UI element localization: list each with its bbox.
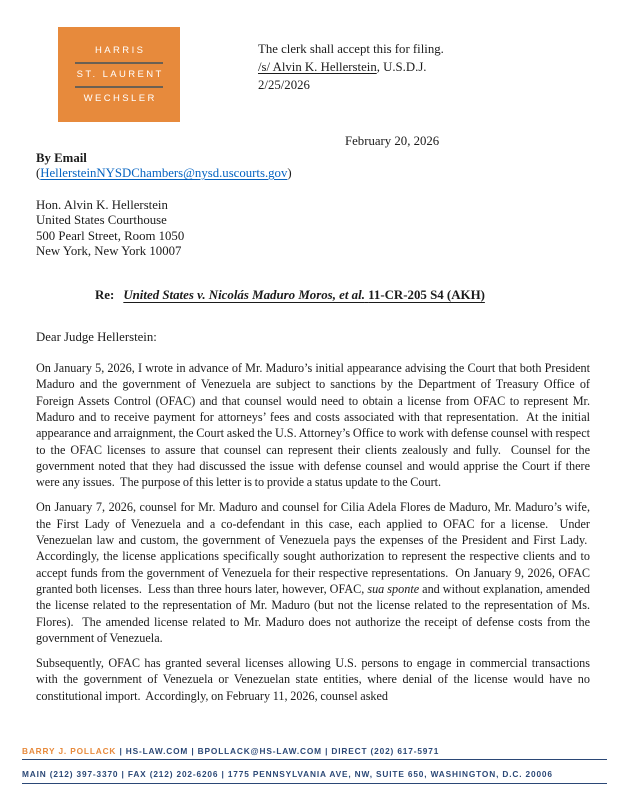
logo-name-st-laurent: ST. LAURENT — [76, 68, 164, 80]
recipient-street: 500 Pearl Street, Room 1050 — [36, 228, 185, 243]
clerk-endorsement — [258, 40, 444, 94]
paragraph-status-intro: On January 5, 2026, I wrote in advance of Mr. Maduro’s initial appearance advising the Court that both President Maduro and the government of Venezuela are subject to sanctions by the Department of Treasury Office of Foreign Assets Control (OFAC) and that counsel would need to obtain a license from OFAC to represent Mr. Maduro and to receive payment for attorneys’ fees and costs associated with that representation. At the initial appearance and arraignment, the Court asked the U.S. Attorney’s Office to work with defense counsel with respect to the OFAC licenses to assure that counsel can represent their clients zealously and fully. Counsel for the government noted that they had discussed the issue with defense counsel and would apprise the Court if there were any issues. The purpose of this letter is to provide a status update to the Court. — [36, 361, 590, 490]
logo-divider-bottom — [75, 86, 163, 88]
paren-open: ( — [36, 166, 41, 180]
footer-divider-1 — [22, 759, 607, 760]
email-line — [36, 166, 292, 181]
footer-contact-details: | HS-LAW.COM | BPOLLACK@HS-LAW.COM | DIRECT (202) 617-5971 — [119, 746, 440, 756]
logo-name-harris: HARRIS — [95, 44, 146, 56]
firm-logo — [58, 27, 180, 122]
letter-date: February 20, 2026 — [345, 134, 440, 148]
recipient-name: Hon. Alvin K. Hellerstein — [36, 198, 168, 212]
clerk-signature-line — [258, 58, 444, 76]
clerk-signature: /s/ Alvin K. Hellerstein — [258, 60, 377, 74]
paren-close: ) — [287, 166, 292, 180]
page-footer — [22, 746, 607, 784]
re-line — [95, 288, 485, 303]
delivery-method-label: By Email — [36, 151, 87, 165]
footer-divider-2 — [22, 783, 607, 784]
recipient-address-block — [36, 198, 184, 260]
salutation: Dear Judge Hellerstein: — [36, 330, 157, 344]
recipient-building: United States Courthouse — [36, 213, 167, 228]
case-caption — [123, 288, 485, 302]
attorney-name: BARRY J. POLLACK — [22, 746, 117, 756]
clerk-endorsement-text: The clerk shall accept this for filing. — [258, 42, 444, 56]
recipient-city: New York, New York 10007 — [36, 244, 182, 259]
latin-term: sua sponte — [367, 581, 420, 596]
re-label: Re: — [95, 288, 115, 302]
chambers-email-link[interactable]: HellersteinNYSDChambers@nysd.uscourts.gov — [40, 166, 288, 180]
logo-divider-top — [75, 62, 163, 64]
case-number: 11-CR-205 S4 (AKH) — [368, 288, 485, 302]
paragraph-subsequent-licenses: Subsequently, OFAC has granted several licenses allowing U.S. persons to engage in commercial transactions with the government of Venezuela or Venezuelan state entities, where denial of the license would have no constitutional import. Accordingly, on February 11, 2026, counsel asked — [36, 655, 590, 703]
footer-address-line: MAIN (212) 397-3370 | FAX (212) 202-6206 | 1775 PENNSYLVANIA AVE, NW, SUITE 650, WASHINGTON, D.C. 20006 — [22, 769, 553, 779]
case-name: United States v. Nicolás Maduro Moros, et al. — [123, 288, 365, 302]
paragraph-2-text-start: On January 7, 2026, counsel for Mr. Maduro and counsel for Cilia Adela Flores de Maduro, Mr. Maduro’s wife, the First Lady of Venezuela and a co-defendant in this case, each applied to OFAC for a license. Under Venezuelan law and custom, the government of Venezuela pays the expenses of the President and First Lady. Accordingly, the license applications specifically sought authorization to represent the respective clients and to accept funds from the government of Venezuela for their respective representations. On January 9, 2026, OFAC granted both licenses. Less than three hours later, however, OFAC, — [36, 500, 590, 596]
clerk-title: , U.S.D.J. — [376, 60, 427, 74]
footer-contact-line — [22, 746, 607, 756]
letter-body — [36, 360, 590, 712]
paragraph-license-applications — [36, 499, 590, 646]
logo-name-wechsler: WECHSLER — [83, 92, 157, 104]
paragraph-2-text-end: and without explanation, amended the license related to the representation of Mr. Maduro (but not the license related to the representation of Ms. Flores). The amended license related to Mr. Maduro does not authorize the receipt of defense costs from the government of Venezuela. — [36, 581, 590, 645]
clerk-stamp-date: 2/25/2026 — [258, 78, 310, 92]
